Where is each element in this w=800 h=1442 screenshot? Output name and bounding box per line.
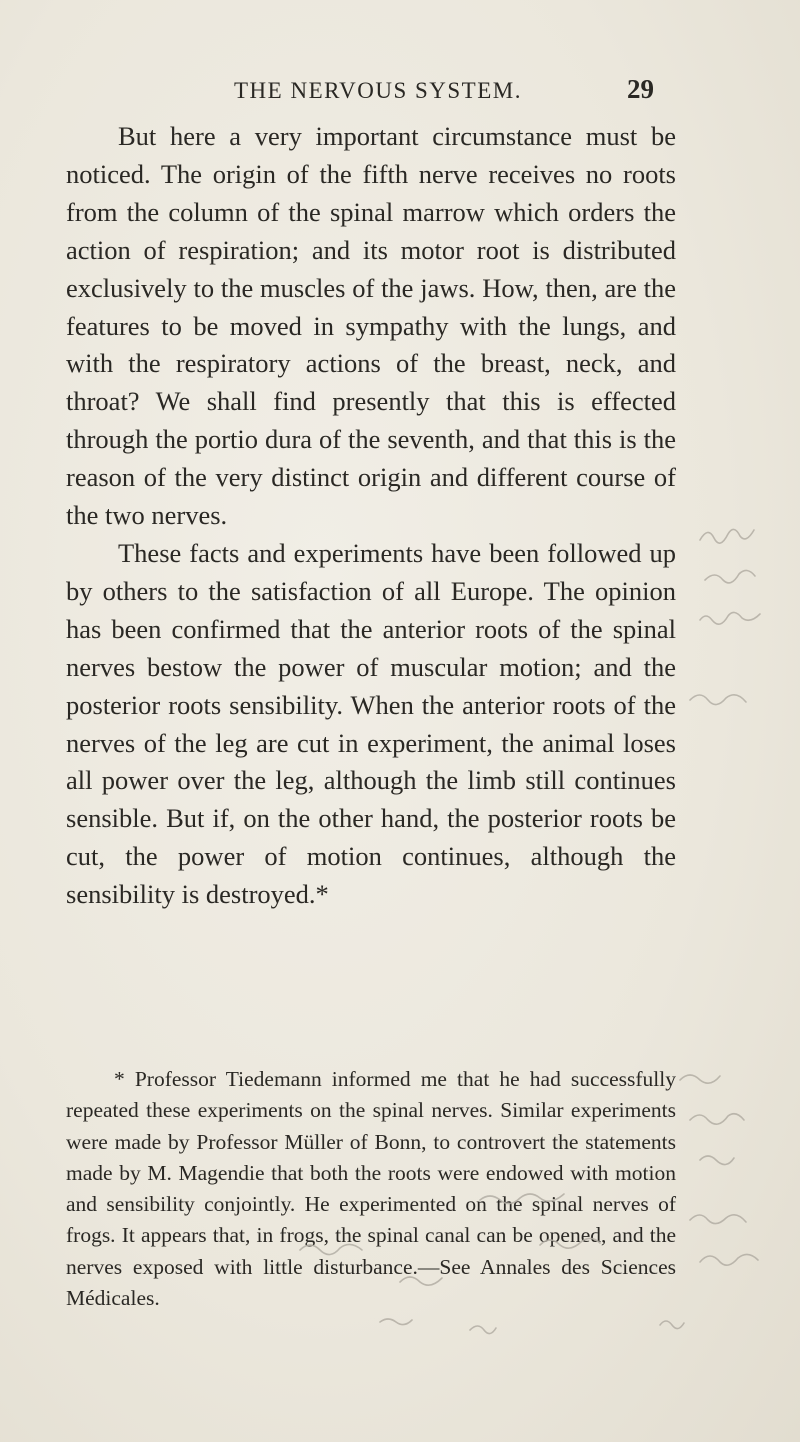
running-head: THE NERVOUS SYSTEM. bbox=[234, 78, 522, 103]
paragraph-2: These facts and experiments have been followed up by others to the satisfaction of all Europe. The opinion has been confirmed that the anterior roots of the spinal nerves bestow the power of muscular motion; and the posterior roots sensibility. When the anterior roots of the nerves of the leg are cut in experiment, the animal loses all power over the leg, although the limb still continues sensible. But if, on the other hand, the posterior roots be cut, the power of motion continues, although the sensibility is destroyed.* bbox=[66, 537, 676, 910]
page-number: 29 bbox=[627, 74, 654, 104]
paragraph-1: But here a very important circumstance must be noticed. The origin of the fifth nerve receives no roots from the column of the spinal marrow which orders the action of respiration; and its motor root is distributed exclusively to the muscles of the jaws. How, then, are the features to be moved in sympathy with the lungs, and with the respiratory actions of the breast, neck, and throat? We shall find presently that this is effected through the portio dura of the seventh, and that this is the reason of the very distinct origin and different course of the two nerves. bbox=[66, 121, 676, 531]
footnote-text: * Professor Tiedemann informed me that he had successfully repeated these experiments on the spinal nerves. Similar experiments were made by Professor Müller of Bonn, to controvert the statements made by M. Magendie that both the roots were endowed with motion and sensibility conjointly. He experimented on the spinal nerves of frogs. It appears that, in frogs, the spinal canal can be opened, and the nerves exposed with little disturbance.—See Annales des Sciences Médicales. bbox=[66, 1067, 676, 1311]
